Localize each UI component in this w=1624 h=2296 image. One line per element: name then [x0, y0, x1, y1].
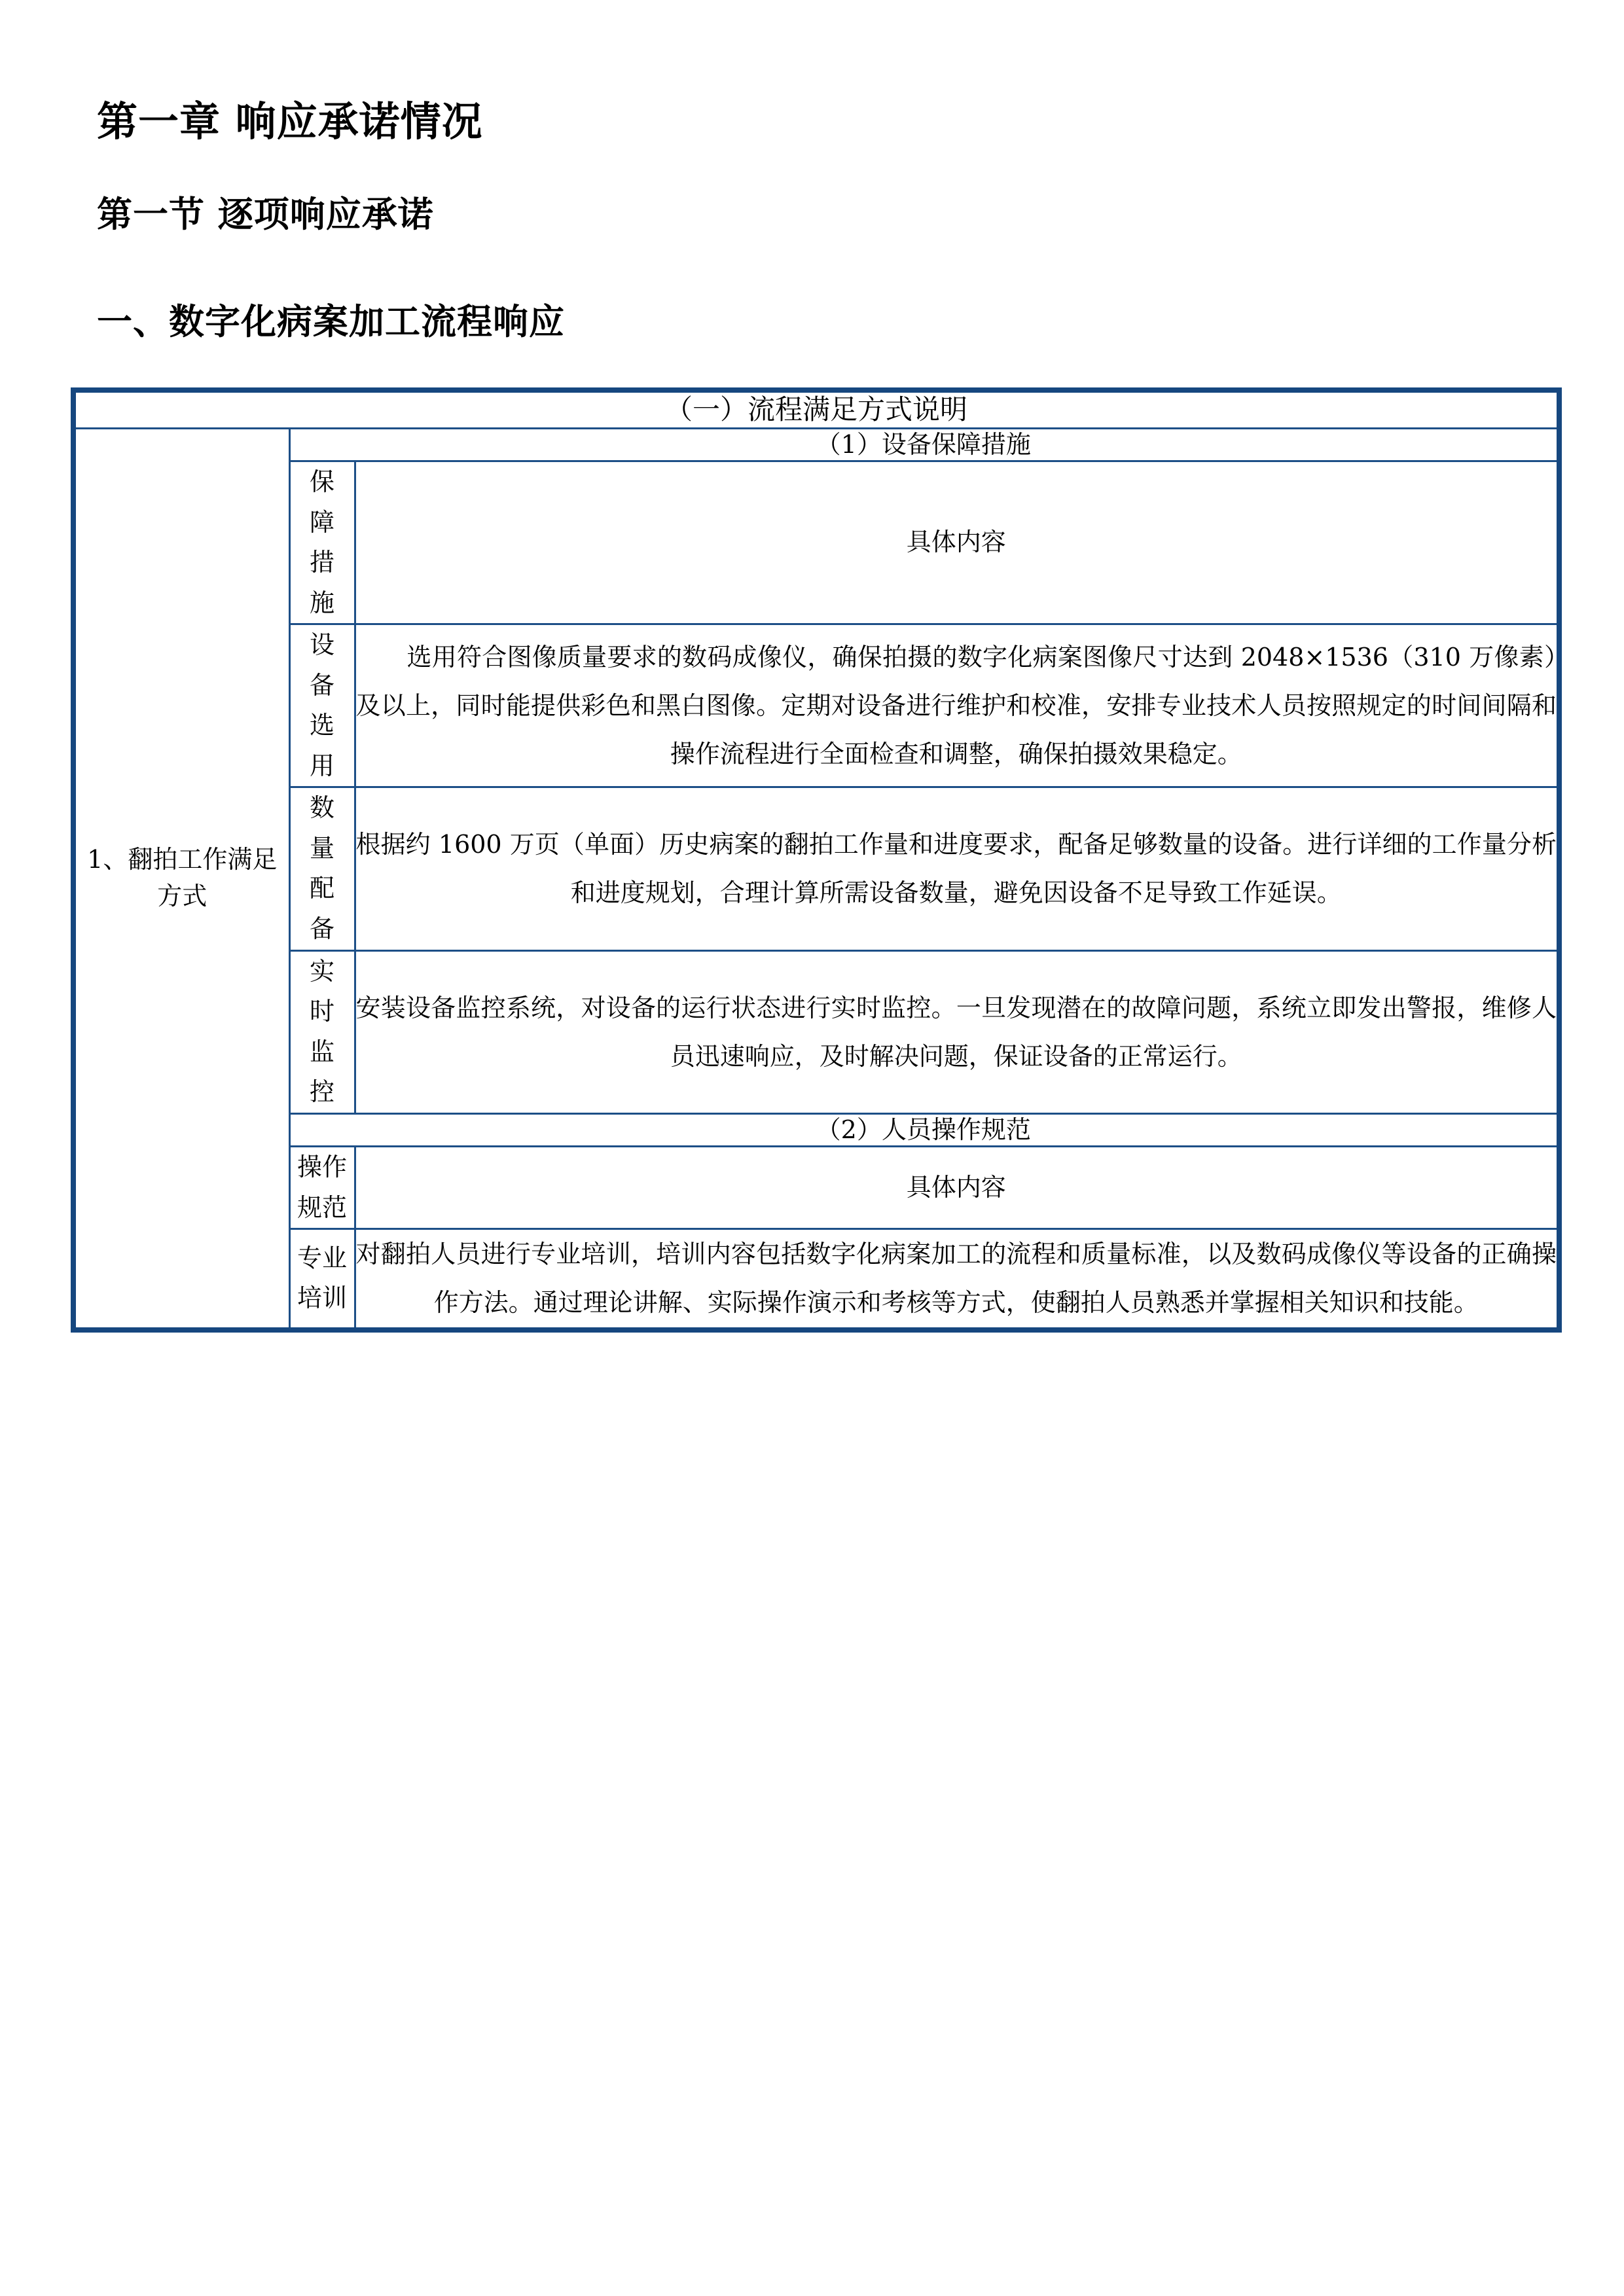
group-header-label-equipment: [289, 461, 355, 624]
group-header-value-personnel: 具体内容: [355, 1147, 1559, 1229]
label-char: 监: [309, 1037, 334, 1066]
label-char: 用: [309, 751, 334, 780]
label-char: 备: [309, 670, 334, 700]
label-char: 数: [309, 793, 334, 823]
table-row: [73, 1229, 1559, 1330]
label-char: 施: [309, 588, 334, 617]
table-row: [73, 461, 1559, 624]
label-char: 控: [309, 1077, 334, 1107]
table-row: [73, 428, 1559, 461]
label-char: 实: [309, 956, 334, 986]
label-char: 时: [309, 997, 334, 1026]
table-row: [73, 1147, 1559, 1229]
label-char: 保: [309, 467, 334, 496]
table-title-cell: （一）流程满足方式说明: [73, 390, 1559, 428]
row-content-realtime-monitoring: 安装设备监控系统，对设备的运行状态进行实时监控。一旦发现潜在的故障问题，系统立即发出警报，维修人员迅速响应，及时解决问题，保证设备的正常运行。: [355, 950, 1559, 1113]
table-row: [73, 950, 1559, 1113]
chapter-heading-block: [97, 99, 1527, 144]
label-char: 障: [309, 507, 334, 537]
label-char: 专业: [297, 1243, 347, 1272]
label-char: 培训: [297, 1283, 347, 1313]
left-category-cell: 1、翻拍工作满足方式: [73, 428, 289, 1330]
table-row: [73, 390, 1559, 428]
row-content-quantity-allocation: 根据约 1600 万页（单面）历史病案的翻拍工作量和进度要求，配备足够数量的设备。进行详细的工作量分析和进度规划，合理计算所需设备数量，避免因设备不足导致工作延误。: [355, 787, 1559, 950]
label-char: 选: [309, 711, 334, 740]
label-char: 备: [309, 914, 334, 944]
group-header-value-equipment: 具体内容: [355, 461, 1559, 624]
label-char: 规范: [297, 1193, 347, 1222]
label-char: 设: [309, 630, 334, 660]
table-row: [73, 1113, 1559, 1147]
table-row: [73, 624, 1559, 787]
section-heading-block: [97, 195, 1527, 234]
chapter-heading: 第一章 响应承诺情况: [97, 98, 483, 145]
row-content-equipment-selection: 选用符合图像质量要求的数码成像仪，确保拍摄的数字化病案图像尺寸达到 2048×1536（310 万像素）及以上，同时能提供彩色和黑白图像。定期对设备进行维护和校准，安排专业技术人员按照规定的时间间隔和操作流程进行全面检查和调整，确保拍摄效果稳定。: [355, 624, 1559, 787]
section-heading: 第一节 逐项响应承诺: [97, 194, 434, 235]
item-heading-block: [97, 302, 1527, 341]
row-label-equipment-selection: [289, 624, 355, 787]
item-heading: 一、数字化病案加工流程响应: [97, 301, 565, 342]
label-char: 量: [309, 833, 334, 863]
label-char: 措: [309, 548, 334, 577]
label-char: 操作: [297, 1153, 347, 1182]
row-label-realtime-monitoring: [289, 950, 355, 1113]
row-content-professional-training: 对翻拍人员进行专业培训，培训内容包括数字化病案加工的流程和质量标准，以及数码成像仪等设备的正确操作方法。通过理论讲解、实际操作演示和考核等方式，使翻拍人员熟悉并掌握相关知识和技能。: [355, 1229, 1559, 1330]
group-title-equipment: （1）设备保障措施: [289, 428, 1559, 461]
group-title-personnel: （2）人员操作规范: [289, 1113, 1559, 1147]
row-label-professional-training: [289, 1229, 355, 1330]
response-table: [71, 387, 1562, 1333]
row-label-quantity-allocation: [289, 787, 355, 950]
label-char: 配: [309, 874, 334, 903]
group-header-label-personnel: [289, 1147, 355, 1229]
table-row: [73, 787, 1559, 950]
